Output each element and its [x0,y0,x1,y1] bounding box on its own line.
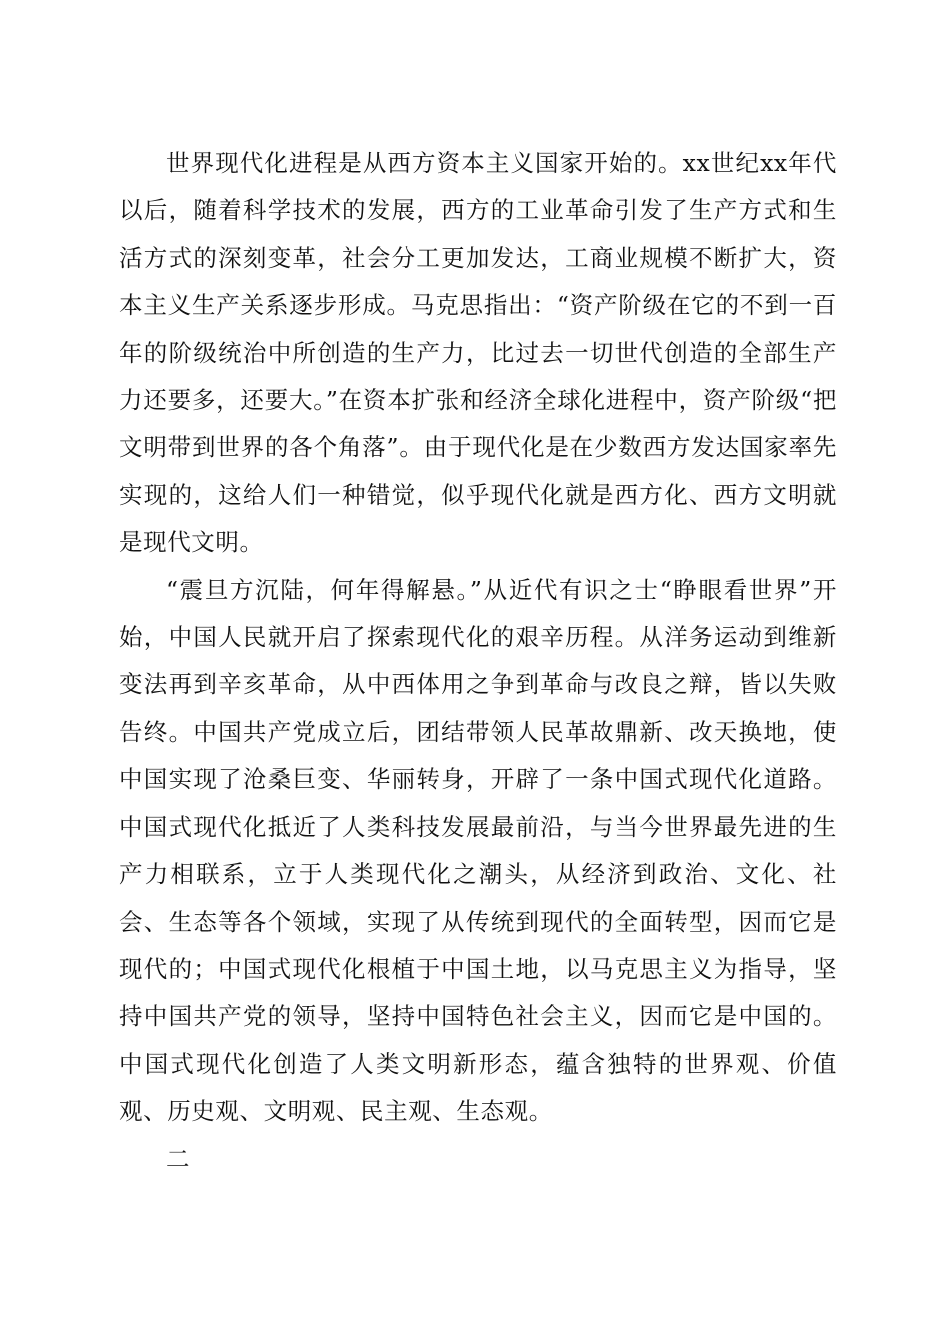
paragraph-chinese-modernization: “震旦方沉陆，何年得解悬。”从近代有识之士“睁眼看世界”开始，中国人民就开启了探索现代化的艰辛历程。从洋务运动到维新变法再到辛亥革命，从中西体用之争到革命与改良之辩，皆以失败告终。中国共产党成立后，团结带领人民革故鼎新、改天换地，使中国实现了沧桑巨变、华丽转身，开辟了一条中国式现代化道路。中国式现代化抵近了人类科技发展最前沿，与当今世界最先进的生产力相联系，立于人类现代化之潮头，从经济到政治、文化、社会、生态等各个领域，实现了从传统到现代的全面转型，因而它是现代的；中国式现代化根植于中国土地，以马克思主义为指导，坚持中国共产党的领导，坚持中国特色社会主义，因而它是中国的。中国式现代化创造了人类文明新形态，蕴含独特的世界观、价值观、历史观、文明观、民主观、生态观。 [119,575,837,1126]
paragraph-modernization-west: 世界现代化进程是从西方资本主义国家开始的。xx世纪xx年代以后，随着科学技术的发展，西方的工业革命引发了生产方式和生活方式的深刻变革，社会分工更加发达，工商业规模不断扩大，资本主义生产关系逐步形成。马克思指出：“资产阶级在它的不到一百年的阶级统治中所创造的生产力，比过去一切世代创造的全部生产力还要多，还要大。”在资本扩张和经济全球化进程中，资产阶级“把文明带到世界的各个角落”。由于现代化是在少数西方发达国家率先实现的，这给人们一种错觉，似乎现代化就是西方化、西方文明就是现代文明。 [119,149,837,557]
document-body [119,140,837,1183]
section-number: 二 [166,1144,191,1173]
